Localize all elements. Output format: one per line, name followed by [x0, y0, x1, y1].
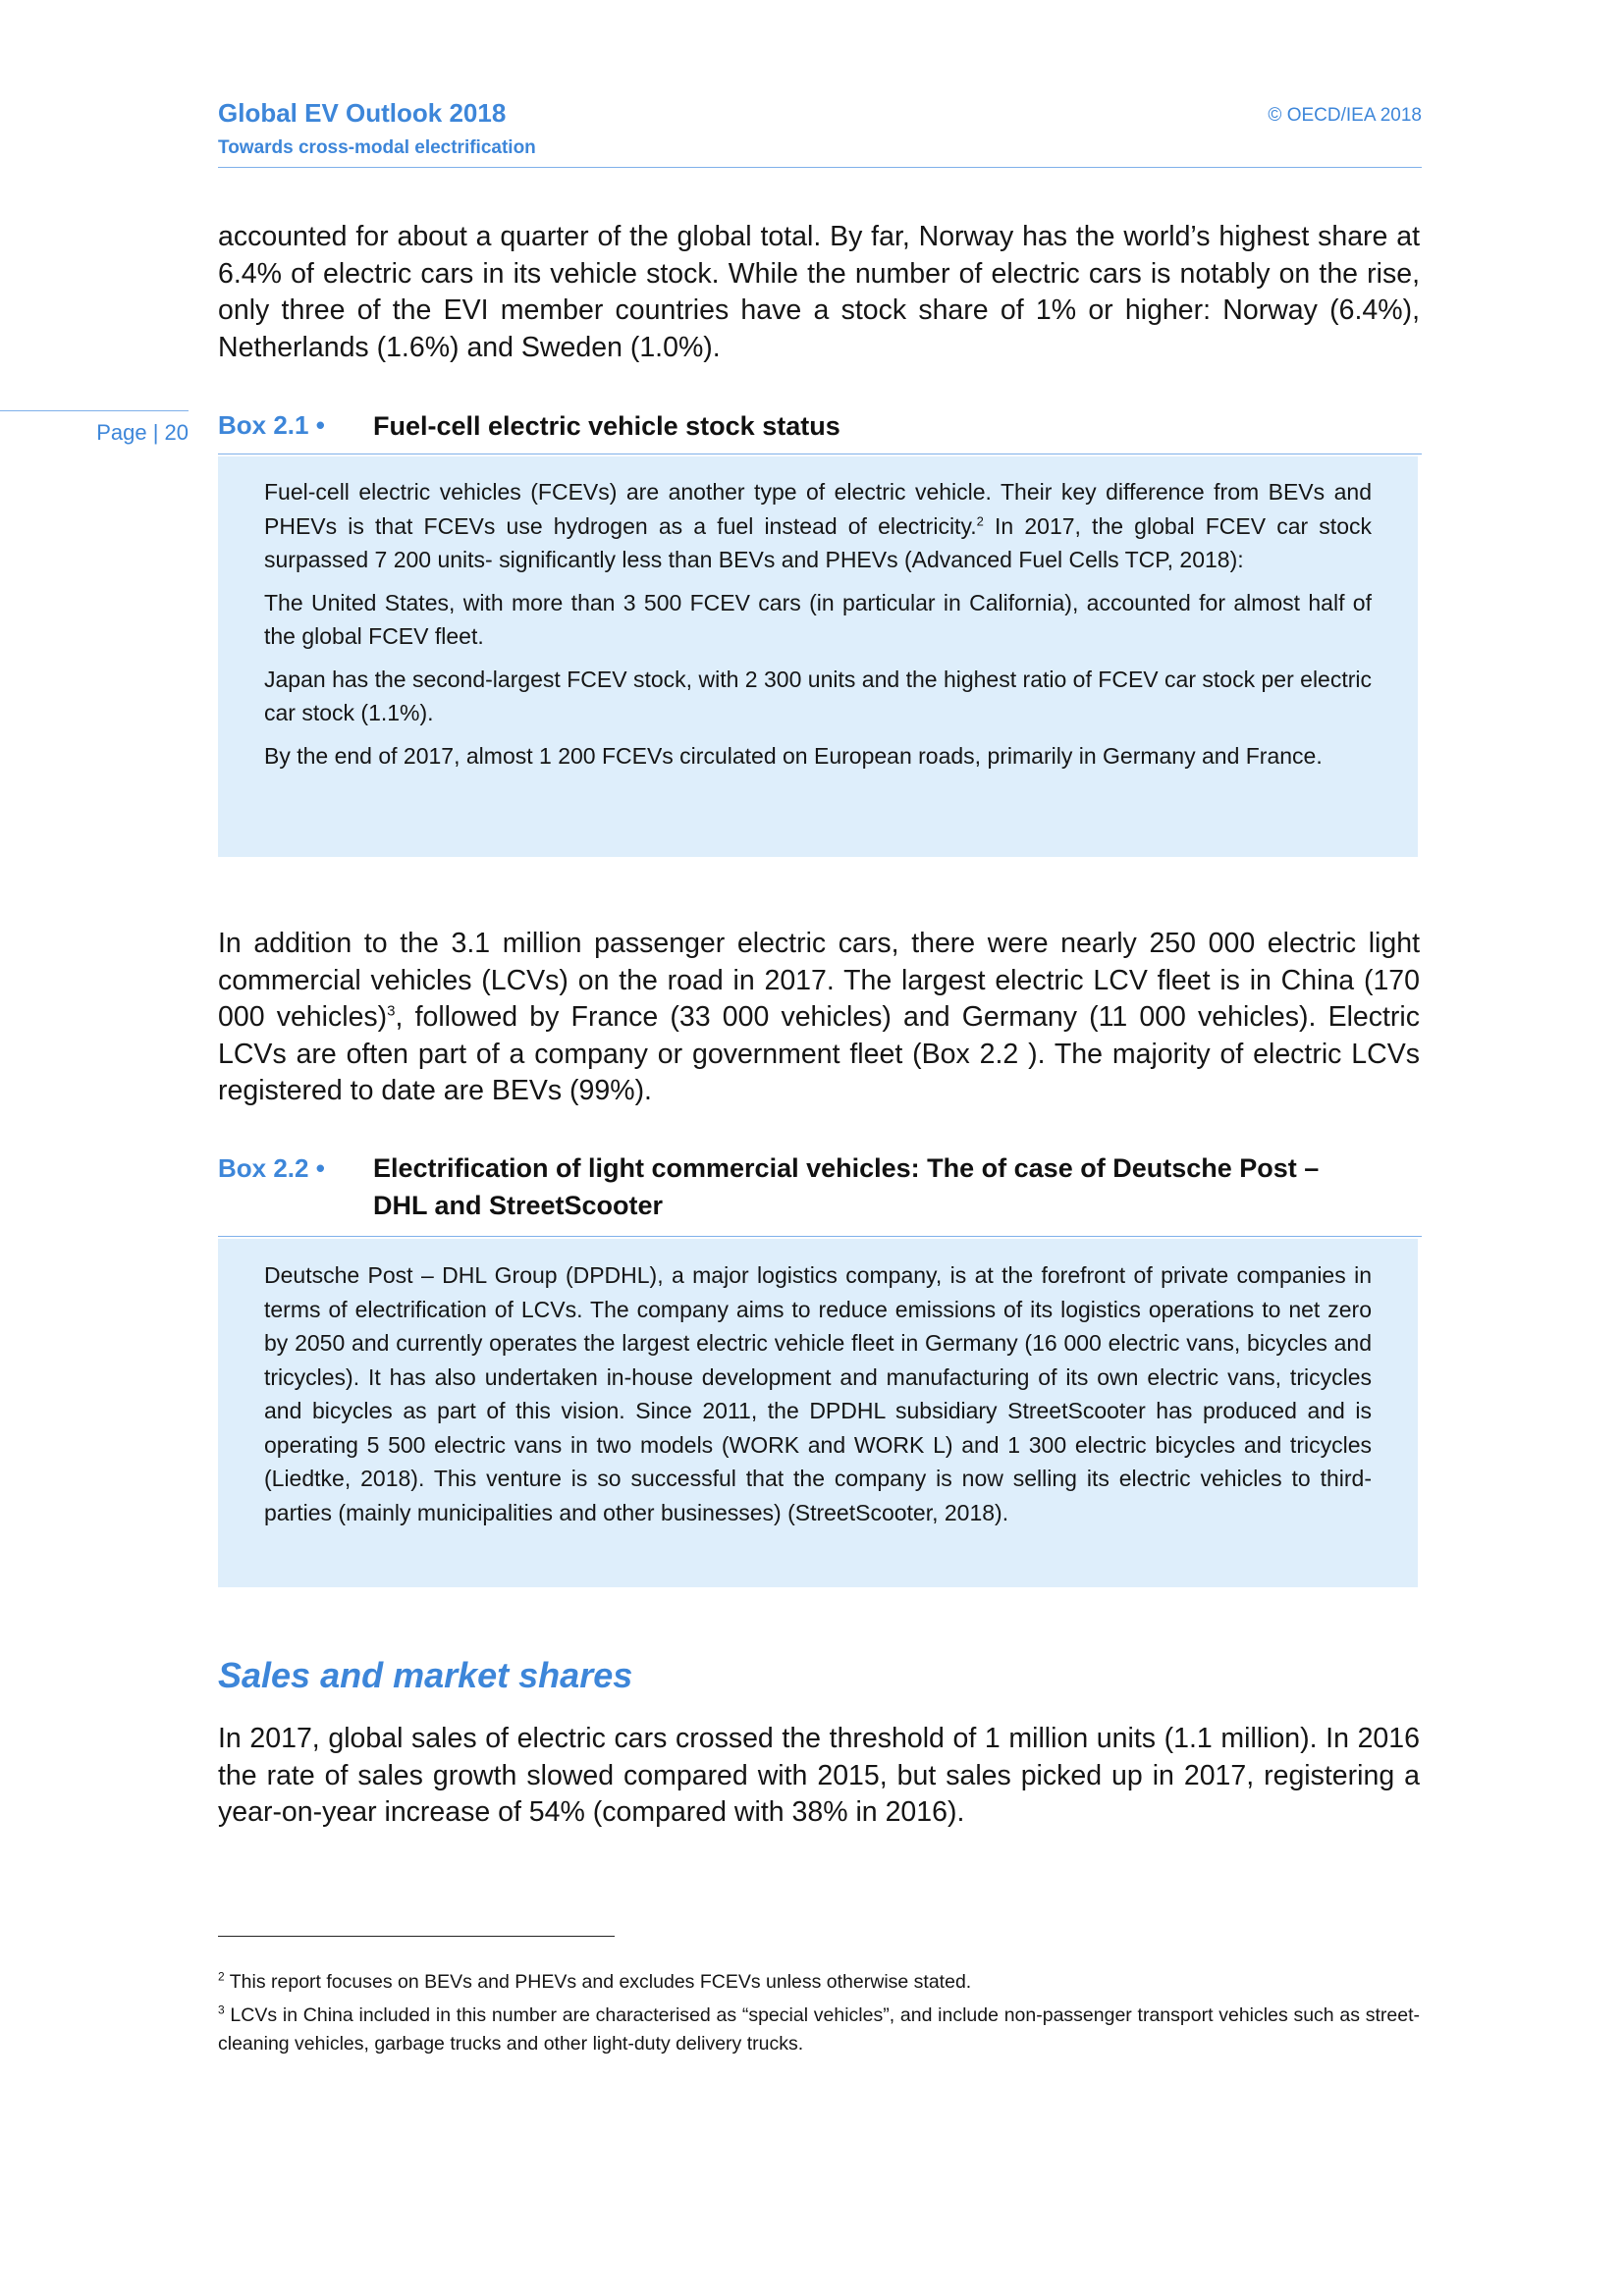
box-2-2-divider: [218, 1236, 1422, 1237]
box-2-1-label: Box 2.1 •: [218, 410, 325, 440]
box-2-1-paragraph: By the end of 2017, almost 1 200 FCEVs circulated on European roads, primarily in Germany and France.: [264, 742, 1323, 769]
footnote: $^2$ This report focuses on BEVs and PHEVs and excludes FCEVs unless otherwise stated.: [218, 1969, 972, 1993]
box-2-1-paragraph: Japan has the second-largest FCEV stock, with 2 300 units and the highest ratio of FCEV car stock per electric car stock (1.1%).: [264, 666, 1372, 725]
sales-paragraph: In 2017, global sales of electric cars crossed the threshold of 1 million units (1.1 million). In 2016 the rate of sales growth slowed compared with 2015, but sales picked up in 2017, registering a year-on-year increase of 54% (compared with 38% in 2016).: [218, 1723, 1420, 1828]
page-number: Page | 20: [96, 420, 189, 445]
footnote: $^3$ LCVs in China included in this number are characterised as “special vehicles”, and include non-passenger transport vehicles such as street-cleaning vehicles, garbage trucks and other light-duty delivery trucks.: [218, 2002, 1420, 2055]
document-subtitle: Towards cross-modal electrification: [218, 137, 536, 158]
footnote-divider: [218, 1936, 615, 1937]
box-2-1-body: [218, 456, 1418, 857]
box-2-1-paragraph: The United States, with more than 3 500 FCEV cars (in particular in California), accounted for almost half of the global FCEV fleet.: [264, 589, 1372, 649]
page-marker-divider: [0, 410, 189, 411]
section-heading: Sales and market shares: [218, 1655, 633, 1695]
box-2-1-title: Fuel-cell electric vehicle stock status: [373, 411, 840, 441]
box-2-2-title: Electrification of light commercial vehicles: The of case of Deutsche Post – DHL and StreetScooter: [373, 1153, 1320, 1220]
box-2-2-paragraph: Deutsche Post – DHL Group (DPDHL), a major logistics company, is at the forefront of private companies in terms of electrification of LCVs. The company aims to reduce emissions of its logistics operations to net zero by 2050 and currently operates the largest electric vehicle fleet in Germany (16 000 electric vans, bicycles and tricycles). It has also undertaken in-house development and manufacturing of its own electric vans, tricycles and bicycles as part of this vision. Since 2011, the DPDHL subsidiary StreetScooter has produced and is operating 5 500 electric vans in two models (WORK and WORK L) and 1 300 electric bicycles and tricycles (Liedtke, 2018). This venture is so successful that the company is now selling its electric vehicles to third-parties (mainly municipalities and other businesses) (StreetScooter, 2018).: [264, 1262, 1372, 1525]
box-2-1-paragraph: Fuel-cell electric vehicles (FCEVs) are another type of electric vehicle. Their key difference from BEVs and PHEVs is that FCEVs use hydrogen as a fuel instead of electricity.$^2$ In 2017, the global FCEV car stock surpassed 7 200 units- significantly less than BEVs and PHEVs (Advanced Fuel Cells TCP, 2018):: [264, 479, 1372, 572]
document-title: Global EV Outlook 2018: [218, 98, 507, 128]
lcv-paragraph: In addition to the 3.1 million passenger electric cars, there were nearly 250 000 electric light commercial vehicles (LCVs) on the road in 2017. The largest electric LCV fleet is in China (170 000 vehicles)$^3$, followed by France (33 000 vehicles) and Germany (11 000 vehicles). Electric LCVs are often part of a company or government fleet (Box 2.2 ). The majority of electric LCVs registered to date are BEVs (99%).: [218, 928, 1420, 1106]
footnote-ref-2: 2: [976, 512, 984, 528]
copyright-notice: © OECD/IEA 2018: [1268, 105, 1422, 126]
box-2-2-body: [218, 1239, 1418, 1587]
header-divider: [218, 167, 1422, 168]
intro-paragraph: accounted for about a quarter of the global total. By far, Norway has the world’s highest share at 6.4% of electric cars in its vehicle stock. While the number of electric cars is notably on the rise, only three of the EVI member countries have a stock share of 1% or higher: Norway (6.4%), Netherlands (1.6%) and Sweden (1.0%).: [218, 221, 1420, 363]
box-2-2-label: Box 2.2 •: [218, 1153, 325, 1183]
footnote-ref-3: 3: [387, 1002, 396, 1020]
